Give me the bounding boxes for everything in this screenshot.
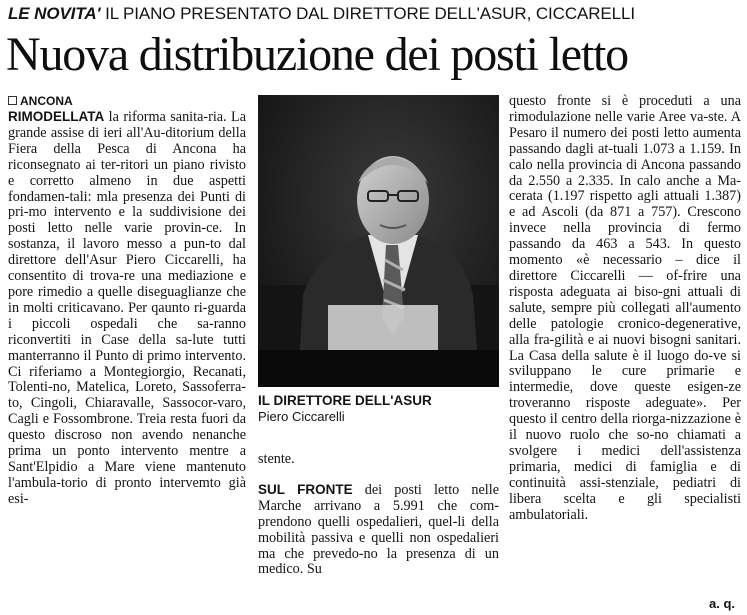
text-line: nizzazione è il nuovo ruolo che so-: [509, 411, 741, 444]
article-column-3: [509, 94, 741, 523]
text-line: ranno riconvertiti in Case della sa-: [8, 315, 246, 348]
director-photo: [258, 95, 499, 387]
text-line: La Casa della salute è il luogo do-: [509, 347, 714, 364]
text-line: letto aumenta passando dagli at-: [509, 124, 741, 157]
text-line: no, Matelica, Loreto, Sassoferra-: [52, 379, 246, 396]
text-line: ce.: [206, 220, 223, 237]
column-3-body: [509, 94, 741, 523]
text-line: In questo momento «è necessario: [509, 236, 741, 269]
location-bullet-icon: [8, 96, 17, 105]
text-line: dei posti letto nelle: [352, 481, 499, 498]
text-line: prendono quelli ospedalieri, quel-: [258, 513, 458, 530]
text-line: avendo nenanche prima un ponto: [8, 427, 246, 460]
column-2-first-line: stente.: [258, 451, 295, 467]
article-column-1: [8, 94, 246, 508]
text-line: no la presenza di un medico. Su: [258, 545, 499, 578]
text-line: gilità e ai nuovi bisogni sanitari.: [554, 331, 741, 348]
photo-caption-name: Piero Ciccarelli: [258, 409, 345, 424]
text-line: primo intervento. Ci riferiamo a: [8, 347, 246, 380]
text-line: Montegiorgio, Recanati, Tolenti-: [8, 363, 247, 396]
text-line: torio di pronto intervemto già esi-: [8, 474, 246, 507]
text-line: 1.387) e ad Ascoli (da 871 a 757).: [509, 188, 741, 221]
column-2-text: [258, 482, 499, 578]
text-line: di famiglia e di continuità assi-: [509, 458, 741, 491]
text-line: non ospedalieri ma che prevedo-: [258, 529, 499, 562]
text-line: gni attuali di salute, sempre più: [509, 283, 741, 316]
text-line: almeno in due aspetti fondamen-: [8, 172, 246, 205]
column-1-text: [8, 109, 246, 508]
text-line: ze troveranno risposte adeguate».: [509, 379, 741, 412]
text-line: Per questo il centro della riorga-: [509, 395, 741, 428]
article-kicker: [8, 3, 743, 25]
text-line: e intermedie, dove queste esigen-: [509, 363, 741, 396]
text-line: to, Cingoli, Chiaravalle, Sassocor-: [8, 395, 218, 412]
text-line: cronico-degenerative, alla fra-: [509, 315, 741, 348]
text-line: provincia di Ancona passando da: [509, 156, 742, 189]
text-line: Crescono invece nella provincia: [509, 204, 741, 237]
section-lead: SUL FRONTE: [258, 481, 353, 497]
text-line: di fermo passando da 463 a 543.: [509, 220, 741, 253]
director-portrait-image: [258, 95, 499, 387]
text-line: resta fuori da questo discroso non: [8, 411, 246, 444]
text-line: mo intervento e la suddivisione: [28, 204, 222, 221]
text-line: no chiamati a svolgere i medici: [509, 427, 741, 459]
lead-word: RIMODELLATA: [8, 109, 105, 124]
text-line: dei posti letto nelle varie provin-: [8, 204, 246, 237]
photo-caption-title: IL DIRETTORE DELL'ASUR: [258, 393, 432, 408]
text-line: rimodulazione nelle varie Aree va-: [509, 108, 709, 125]
text-line: guarda i piccoli ospedali che sa-: [8, 299, 247, 332]
text-line: tali: mla presenza dei Punti di pri-: [8, 188, 246, 221]
text-line: la riforma sanita-: [108, 109, 209, 125]
text-line: 2.550 a 2.335. In calo anche a Ma-: [528, 172, 741, 189]
text-line: di Ancona ha riconsegnato ai ter-: [8, 140, 247, 173]
text-line: ritori un piano rivisto e corretto: [8, 156, 246, 189]
text-line: varo, Cagli e Fossombrone. Treia: [8, 395, 246, 428]
text-line: a quelle diseguaglianze che in: [8, 283, 247, 316]
text-line: intervento mentre a Sant'Elpidio: [8, 443, 246, 475]
text-line: collegati all'aumento delle patologie: [509, 299, 741, 332]
text-line: ste. A Pesaro il numero dei posti: [509, 108, 741, 141]
text-line: to dal direttore dell'Asur Piero: [8, 236, 246, 269]
text-line: e gli specialisti ambulatoriali.: [509, 490, 742, 523]
kicker-text: IL PIANO PRESENTATO DAL DIRETTORE DELL'ASUR, CICCARELLI: [100, 4, 635, 23]
text-line: lute tutti manterranno il Punto di: [8, 331, 247, 364]
text-line: frire una risposta adeguata ai biso-: [509, 267, 741, 300]
article-column-2: [258, 452, 499, 578]
text-line: cerata (1.197 rispetto agli attuali: [509, 188, 700, 205]
text-line: tuali 1.073 a 1.159. In calo nella: [509, 140, 741, 173]
text-line: In sostanza, il lavoro messo a pun-: [8, 220, 247, 253]
location-tag: [8, 94, 246, 108]
text-line: stenziale, pediatri di libera scelta: [509, 474, 742, 507]
text-line: Marche arrivano a 5.991 che com-: [258, 497, 499, 514]
text-line: ria. La grande assise di ieri all'Au-: [8, 109, 246, 141]
text-line: Ciccarelli, ha consentito di trova-: [8, 252, 246, 285]
column-1-body: [8, 109, 246, 507]
text-line: ve si sviluppano le cure primarie: [509, 347, 741, 380]
text-line: li della mobilità passiva e quelli: [258, 513, 499, 546]
text-line: re una mediazione e pore rimedio: [8, 268, 246, 300]
text-line: a Mare viene mantenuto l'ambula-: [8, 458, 247, 491]
article-headline: Nuova distribuzione dei posti letto: [6, 28, 628, 81]
kicker-label: LE NOVITA': [8, 4, 101, 23]
text-line: dell'assistenza primaria, medici: [509, 442, 741, 475]
text-line: molti criticavano. Per qaunto ri-: [23, 299, 208, 316]
text-line: questo fronte si è proceduti a una: [509, 93, 741, 109]
text-line: – dice il direttore Ciccarelli — of-: [509, 252, 742, 284]
author-signature: a. q.: [708, 596, 735, 611]
text-line: ditorium della Fiera della Pesca: [8, 124, 246, 157]
location-label: ANCONA: [20, 94, 73, 108]
